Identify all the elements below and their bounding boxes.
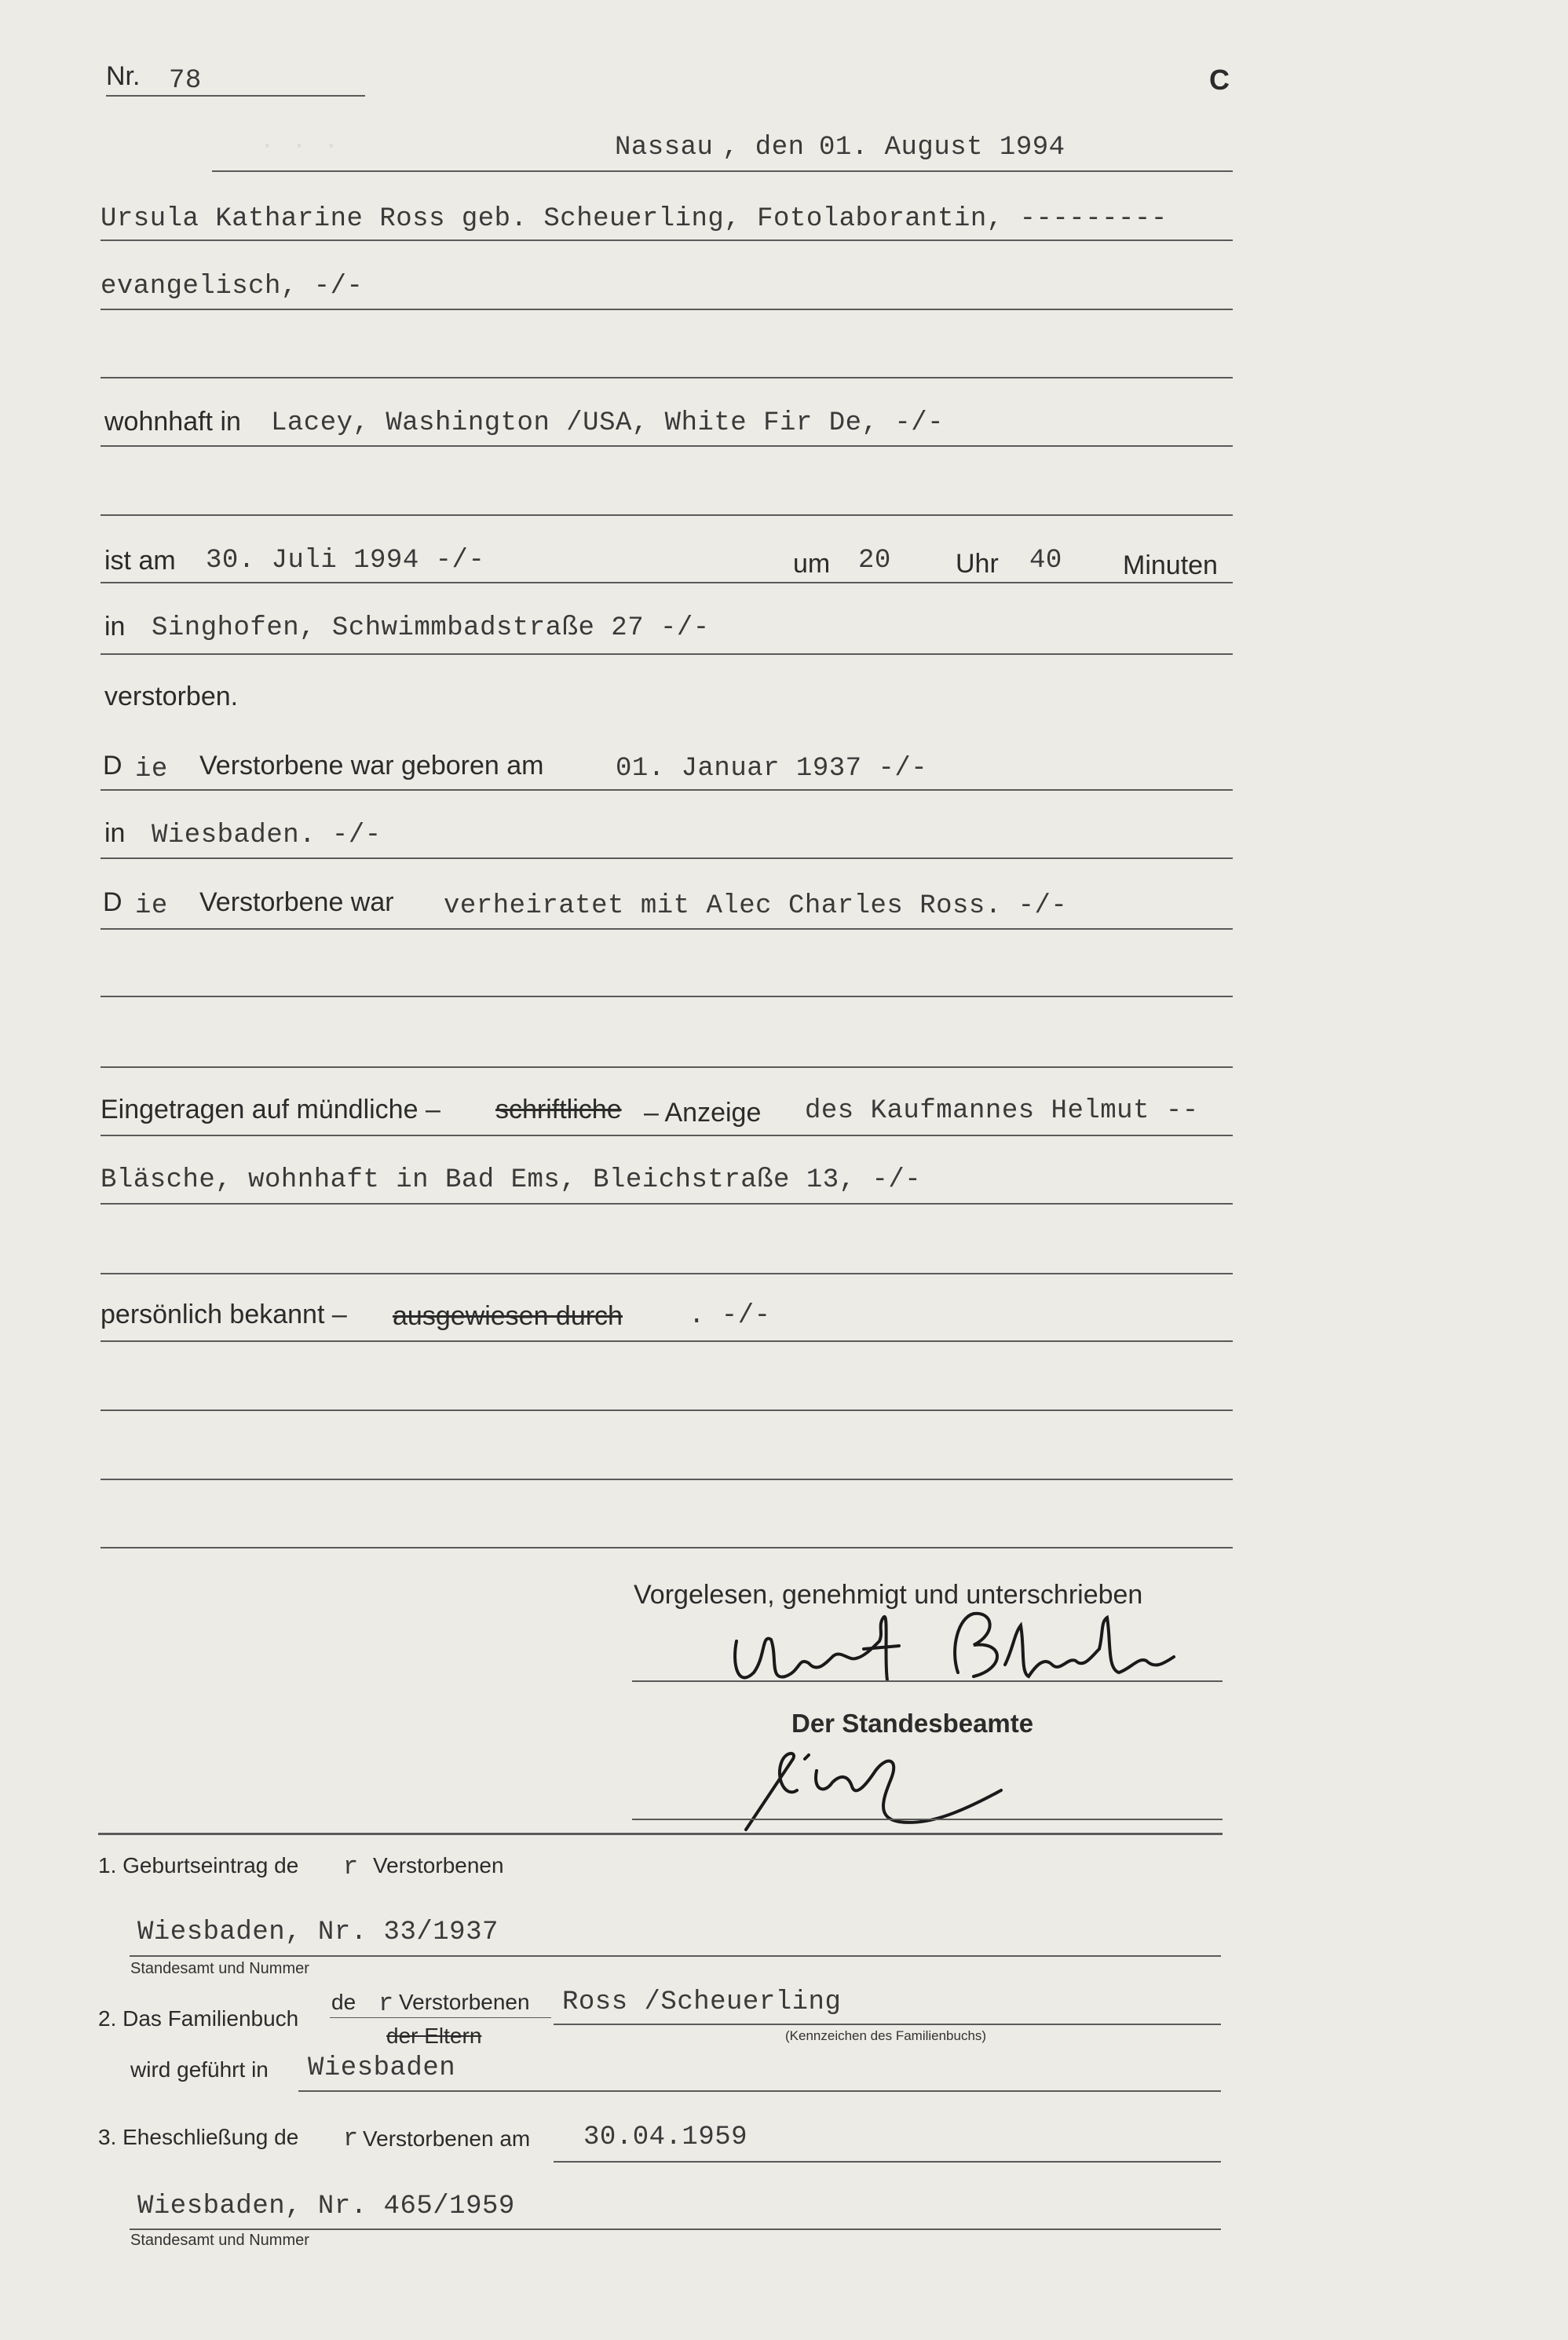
registration-prefix: Eingetragen auf mündliche – [101,1095,440,1124]
registration-suffix: – Anzeige [644,1098,762,1128]
nr-value: 78 [169,66,202,96]
birth-date: 01. Januar 1937 -/- [616,754,928,784]
footnote-1-label2: Verstorbenen [373,1853,504,1877]
person-name-line: Ursula Katharine Ross geb. Scheuerling, Fotolaborantin, --------- [101,204,1168,234]
birth-in-label: in [104,818,126,848]
rule [101,1547,1233,1548]
rule [101,1066,1233,1068]
rule [101,514,1233,516]
rule [101,1340,1233,1342]
birth-place: Wiesbaden. -/- [152,821,382,850]
residence-value: Lacey, Washington /USA, White Fir De, -/- [271,408,945,438]
footnote-3-label2: Verstorbenen am [363,2126,531,2151]
rule [101,1135,1233,1136]
known-prefix: persönlich bekannt – [101,1300,347,1329]
form-letter: C [1209,64,1230,96]
footnote-1-value: Wiesbaden, Nr. 33/1937 [137,1918,499,1947]
death-place: Singhofen, Schwimmbadstraße 27 -/- [152,613,710,643]
footnote-2-de: de [331,1990,356,2014]
uhr-label: Uhr [956,549,999,579]
footnote-2-caption: (Kennzeichen des Familienbuchs) [785,2028,987,2043]
footnote-1-r: r [343,1852,359,1881]
footnote-2-value: Ross /Scheuerling [562,1987,842,2017]
informant-line-2: Bläsche, wohnhaft in Bad Ems, Bleichstraße 13, -/- [101,1165,922,1195]
footnote-3-r: r [343,2124,359,2153]
person-religion: evangelisch, -/- [101,272,364,302]
verstorben-label: verstorben. [104,682,239,711]
footnote-2-label: 2. Das Familienbuch [98,2006,299,2031]
official-label: Der Standesbeamte [791,1709,1034,1738]
rule [632,1680,1223,1682]
birth-label: Verstorbene war geboren am [199,751,544,781]
residence-label: wohnhaft in [104,407,241,437]
rule [554,2024,1221,2025]
death-in-label: in [104,612,126,642]
footnote-3-caption: Standesamt und Nummer [130,2232,309,2249]
death-date-label: ist am [104,546,176,576]
header-date-sep: , den [722,133,805,163]
rule [101,377,1233,378]
header-place: Nassau [615,133,714,163]
footnote-2-eltern: der Eltern [386,2024,482,2048]
rule [101,1409,1233,1411]
footnote-3-value: Wiesbaden, Nr. 465/1959 [137,2192,515,2221]
footnote-2-label2: Verstorbenen [399,1990,530,2014]
registration-struck: schriftliche [495,1095,622,1124]
header-date: 01. August 1994 [819,133,1065,163]
rule [101,653,1233,655]
rule [101,928,1233,930]
marriage-label: Verstorbene war [199,887,394,917]
rule [632,1819,1223,1820]
death-date: 30. Juli 1994 -/- [206,546,485,576]
footnote-2-place: Wiesbaden [308,2053,456,2083]
informant-line-1: des Kaufmannes Helmut -- [805,1096,1199,1126]
rule [101,1273,1233,1274]
footnote-separator [98,1833,1223,1835]
marriage-ie: ie [135,891,168,921]
nr-label: Nr. [106,61,141,91]
rule [130,1955,1221,1957]
signature-statement: Vorgelesen, genehmigt und unterschrieben [634,1580,1143,1610]
rule [101,857,1233,859]
bleed-through-decoration: · · · [259,132,340,162]
rule [101,1479,1233,1480]
death-minute: 40 [1029,546,1062,576]
um-label: um [793,549,831,579]
rule [330,2017,551,2018]
footnote-3-date: 30.04.1959 [583,2122,748,2152]
rule [101,789,1233,791]
birth-ie: ie [135,755,168,784]
rule [101,239,1233,241]
known-struck: ausgewiesen durch [393,1301,623,1331]
rule [298,2090,1221,2092]
footnote-2-place-label: wird geführt in [130,2057,269,2082]
nr-underline [106,95,365,97]
rule [101,582,1233,583]
marriage-value: verheiratet mit Alec Charles Ross. -/- [444,891,1068,921]
death-hour: 20 [858,546,891,576]
footnote-2-r: r [378,1989,394,2018]
footnote-3-label: 3. Eheschließung de [98,2125,299,2149]
footnote-1-caption: Standesamt und Nummer [130,1960,309,1977]
rule [130,2228,1221,2230]
footnote-1-label: 1. Geburtseintrag de [98,1853,299,1877]
minuten-label: Minuten [1123,550,1218,580]
official-signature [730,1728,1044,1837]
rule [101,309,1233,310]
marriage-d-label: D [103,887,122,917]
header-underline [212,170,1233,172]
birth-d-label: D [103,751,122,781]
informant-signature [722,1602,1193,1696]
known-value: . -/- [689,1301,771,1331]
rule [101,1203,1233,1205]
rule [554,2161,1221,2163]
rule [101,445,1233,447]
rule [101,996,1233,997]
